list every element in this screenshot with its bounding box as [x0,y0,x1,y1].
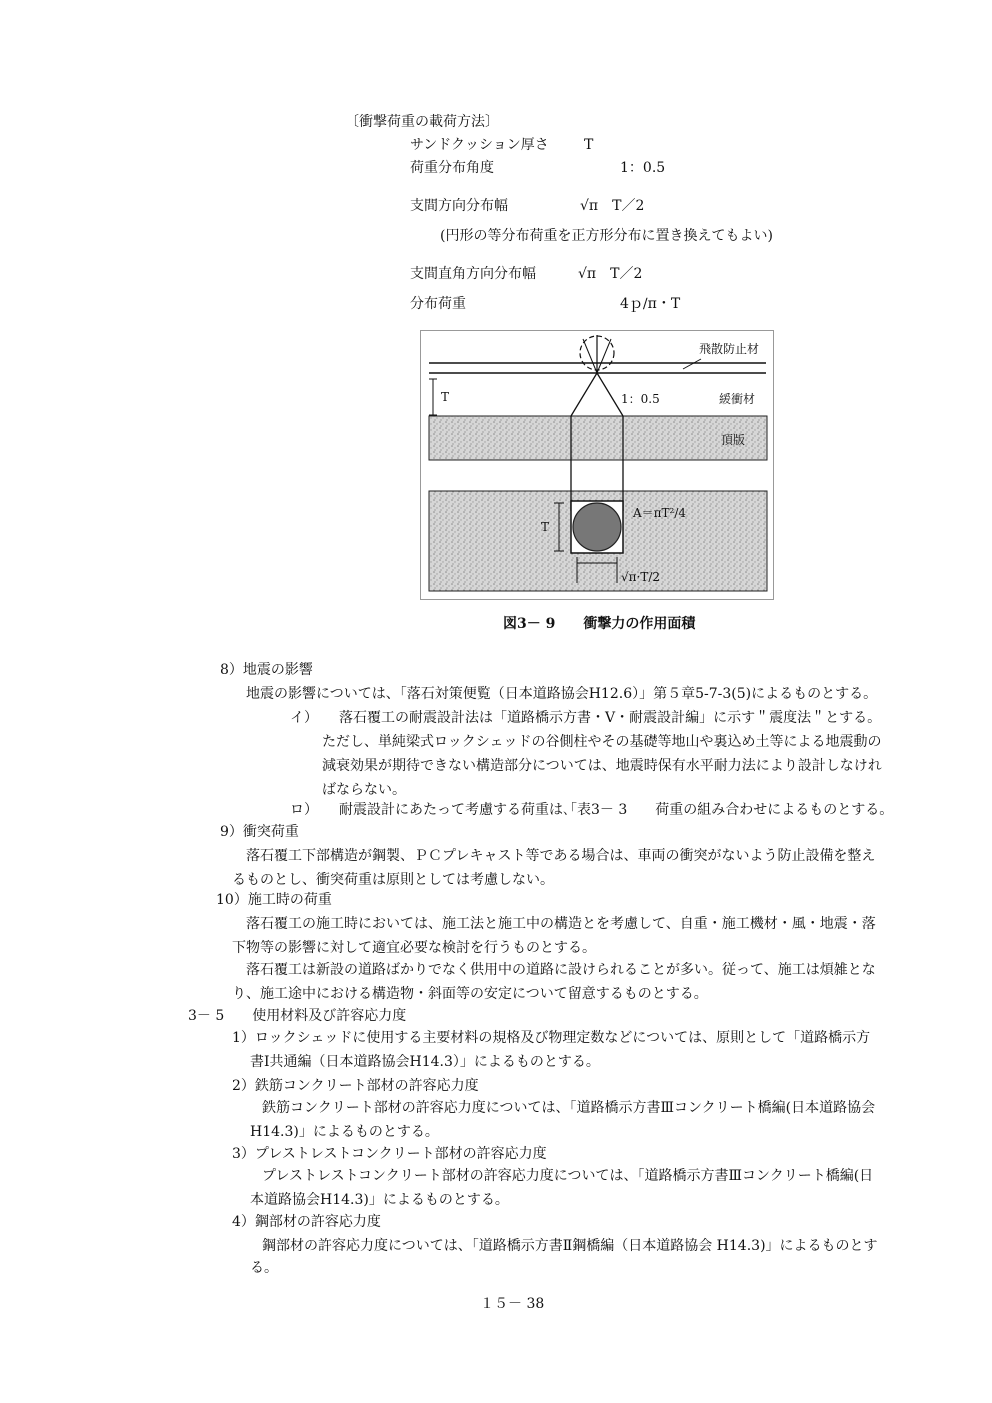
item-1-line1: 1）ロックシェッドに使用する主要材料の規格及び物理定数などについては、原則として「道路橋示方 [232,1030,871,1046]
label-ratio: 1：0.5 [621,392,660,406]
item-1-line2: 書Ⅰ共通編（日本道路協会H14.3）」によるものとする。 [250,1054,600,1070]
impact-area-figure [420,330,774,600]
section-9-para1: 落石覆工下部構造が鋼製、ＰＣプレキャスト等である場合は、車両の衝突がないよう防止設備を整え [246,848,876,864]
label-buffer: 緩衝材 [719,392,756,406]
sand-label: サンドクッション厚さ [410,137,549,153]
span-value: √π T／2 [580,198,645,214]
perp-label: 支間直角方向分布幅 [410,266,536,282]
section-10-para3: 落石覆工は新設の道路ばかりでなく供用中の道路に設けられることが多い。従って、施工は煩雑とな [246,962,876,978]
fly-label-leader [683,359,701,369]
angle-label: 荷重分布角度 [410,160,494,176]
section-8-item-i-cont1: ただし、単純梁式ロックシェッドの谷側柱やその基礎等地山や裏込め土等による地震動の [322,734,882,750]
section-10-para1: 落石覆工の施工時においては、施工法と施工中の構造とを考慮して、自重・施工機材・風・地震・落 [246,916,876,932]
page-number: １５－ 38 [480,1296,545,1312]
span-label: 支間方向分布幅 [410,198,508,214]
item-4-line2: る。 [250,1260,278,1276]
item-2-line2: H14.3)」によるものとする。 [250,1124,439,1140]
section-10-para4: り、施工途中における構造物・斜面等の安定について留意するものとする。 [232,986,708,1002]
section-10-heading: 10）施工時の荷重 [216,892,332,908]
dist-label: 分布荷重 [410,296,466,312]
item-4-line1: 鋼部材の許容応力度については、「道路橋示方書Ⅱ鋼橋編（日本道路協会 H14.3)」によるものとす [262,1238,878,1254]
sand-value: T [584,137,594,153]
label-fly-prevent: 飛散防止材 [699,342,760,356]
item-3-heading: 3）プレストレストコンクリート部材の許容応力度 [232,1146,547,1162]
section-8-item-i: イ） 落石覆工の耐震設計法は「道路橋示方書・Ⅴ・耐震設計編」に示す＂震度法＂とする。 [290,710,882,726]
spread-line-right [597,373,623,416]
roof-slab-band [429,416,767,460]
section-8-item-i-cont3: ばならない。 [322,782,406,798]
note-text: (円形の等分布荷重を正方形分布に置き換えてもよい) [440,228,773,244]
item-2-line1: 鉄筋コンクリート部材の許容応力度については、「道路橋示方書Ⅲコンクリート橋編(日本道路協会 [262,1100,876,1116]
dist-value: 4ｐ∕π・T [620,296,681,312]
section-8-item-i-cont2: 減衰効果が期待できない構造部分については、地震時保有水平耐力法により設計しなけれ [322,758,882,774]
section-9-heading: 9）衝突荷重 [220,824,299,840]
item-3-line1: プレストレストコンクリート部材の許容応力度については、「道路橋示方書Ⅲコンクリート橋編(日 [262,1168,874,1184]
angle-value: 1：0.5 [620,160,666,176]
section-8-para: 地震の影響については、「落石対策便覧（日本道路協会H12.6）」第５章5-7-3(5)によるものとする。 [246,686,878,702]
section-8-heading: 8）地震の影響 [220,662,313,678]
section-10-para2: 下物等の影響に対して適宜必要な検討を行うものとする。 [232,940,596,956]
label-t-upper: T [441,390,450,404]
figure-caption: 図3－ 9 衝撃力の作用面積 [503,616,696,632]
spread-line-left [571,373,597,416]
perp-value: √π T／2 [578,266,643,282]
section-8-item-ro: ロ） 耐震設計にあたって考慮する荷重は､｢表3－ 3 荷重の組み合わせによるものとする。 [290,802,894,818]
label-area-formula: A＝πT²/4 [633,506,687,520]
label-roof-slab: 頂版 [721,433,746,447]
load-method-heading: 〔衝撃荷重の載荷方法〕 [345,114,499,130]
label-t-lower: T [541,520,550,534]
item-2-heading: 2）鉄筋コンクリート部材の許容応力度 [232,1078,479,1094]
item-3-line2: 本道路協会H14.3)」によるものとする。 [250,1192,509,1208]
label-width: √π·T/2 [621,570,661,584]
area-circle [573,503,621,551]
section-9-para2: るものとし、衝突荷重は原則としては考慮しない。 [232,872,554,888]
item-4-heading: 4）鋼部材の許容応力度 [232,1214,381,1230]
section-3-5-heading: 3－ 5 使用材料及び許容応力度 [188,1008,407,1024]
